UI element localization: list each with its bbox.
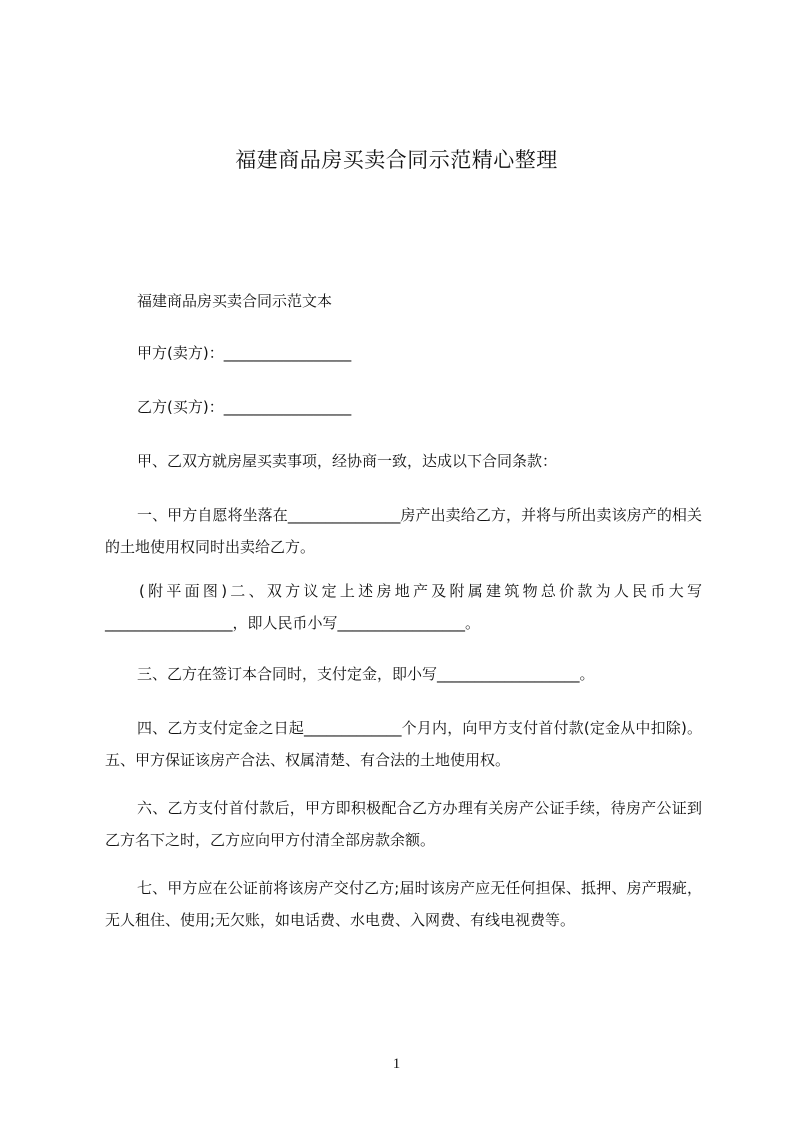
clause-7: 七、甲方应在公证前将该房产交付乙方;届时该房产应无任何担保、抵押、房产瑕疵，无人租住、使用;无欠账，如电话费、水电费、入网费、有线电视费等。 [105,879,702,929]
clause-3: 三、乙方在签订本合同时，支付定金，即小写___________________。 [137,665,595,683]
document-subtitle: 福建商品房买卖合同示范文本 [137,292,333,310]
party-a-line: 甲方(卖方)：_________________ [137,344,352,362]
page-number: 1 [392,1056,401,1072]
clause-1: 一、甲方自愿将坐落在_______________房产出卖给乙方，并将与所出卖该房产的相关的土地使用权同时出卖给乙方。 [105,506,702,556]
clause-2: (附平面图)二、双方议定上述房地产及附属建筑物总价款为人民币大写_________________，即人民币小写_________________。 [105,582,702,632]
clause-4-5: 四、乙方支付定金之日起_____________个月内，向甲方支付首付款(定金从中扣除)。五、甲方保证该房产合法、权属清楚、有合法的土地使用权。 [105,719,702,769]
document-title: 福建商品房买卖合同示范精心整理 [235,148,558,172]
party-b-line: 乙方(买方)：_________________ [137,398,352,416]
clause-6: 六、乙方支付首付款后，甲方即积极配合乙方办理有关房产公证手续，待房产公证到乙方名下之时，乙方应向甲方付清全部房款余额。 [105,799,702,849]
intro-paragraph: 甲、乙双方就房屋买卖事项，经协商一致，达成以下合同条款： [137,452,558,470]
